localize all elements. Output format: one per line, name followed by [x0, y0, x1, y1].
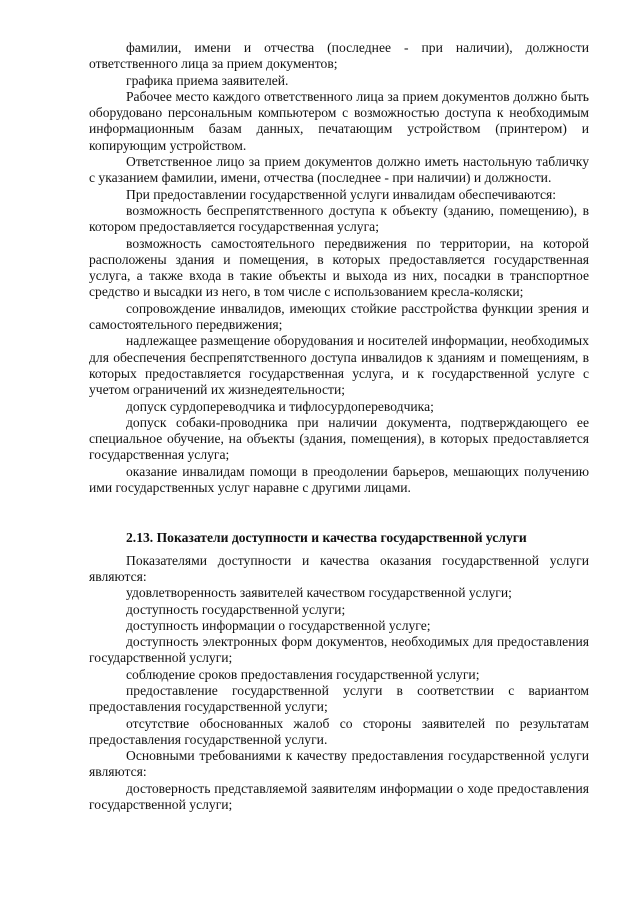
paragraph-quality-requirements-intro: Основными требованиями к качеству предоставления государственной услуги являются:	[89, 748, 589, 780]
paragraph-workplace-equipment: Рабочее место каждого ответственного лица за прием документов должно быть оборудовано персональным компьютером с возможностью доступа к необходимым информационным базам данных, печатающим устройством (принтером) и копирующим устройством.	[89, 88, 589, 153]
section-spacer	[89, 496, 589, 530]
paragraph-guide-dog: допуск собаки-проводника при наличии документа, подтверждающего ее специальное обучение, на объекты (здания, помещения), в которых предоставляется государственная услуга;	[89, 414, 589, 463]
paragraph-information-reliability: достоверность представляемой заявителям информации о ходе предоставления государственной услуги;	[89, 780, 589, 813]
paragraph-unobstructed-access: возможность беспрепятственного доступа к объекту (зданию, помещению), в котором предоставляется государственная услуга;	[89, 202, 589, 235]
paragraph-deadlines: соблюдение сроков предоставления государственной услуги;	[126, 666, 480, 682]
paragraph-service-availability: доступность государственной услуги;	[126, 601, 346, 617]
paragraph-variant-compliance: предоставление государственной услуги в соответствии с вариантом предоставления государственной услуги;	[89, 682, 589, 715]
paragraph-electronic-forms: доступность электронных форм документов, необходимых для предоставления государственной услуги;	[89, 634, 589, 666]
paragraph-satisfaction: удовлетворенность заявителей качеством государственной услуги;	[126, 585, 512, 601]
paragraph-disabled-provisions-intro: При предоставлении государственной услуги инвалидам обеспечиваются:	[126, 186, 557, 202]
paragraph-information-availability: доступность информации о государственной услуге;	[126, 617, 431, 633]
paragraph-sign-interpreter: допуск сурдопереводчика и тифлосурдопереводчика;	[126, 398, 434, 414]
document-page	[89, 40, 589, 813]
paragraph-barrier-assistance: оказание инвалидам помощи в преодолении барьеров, мешающих получению ими государственных услуг наравне с другими лицами.	[89, 463, 589, 496]
paragraph-desk-sign: Ответственное лицо за прием документов должно иметь настольную табличку с указанием фамилии, имени, отчества (последнее - при наличии) и должности.	[89, 154, 589, 186]
paragraph-independent-movement: возможность самостоятельного передвижения по территории, на которой расположены здания и помещения, в которых предоставляется государственная услуга, а также входа в такие объекты и выхода из них, посадки в транспортное средство и высадки из него, в том числе с использованием кресла-коляски;	[89, 235, 589, 300]
paragraph-equipment-placement: надлежащее размещение оборудования и носителей информации, необходимых для обеспечения беспрепятственного доступа инвалидов к зданиям и помещениям, в которых предоставляется государственная услуга, и к государственной услуге с учетом ограничений их жизнедеятельности;	[89, 333, 589, 398]
paragraph-escort: сопровождение инвалидов, имеющих стойкие расстройства функции зрения и самостоятельного передвижения;	[89, 300, 589, 333]
paragraph-reception-schedule: графика приема заявителей.	[126, 72, 289, 88]
paragraph-no-complaints: отсутствие обоснованных жалоб со стороны заявителей по результатам предоставления государственной услуги.	[89, 715, 589, 747]
paragraph-indicators-intro: Показателями доступности и качества оказания государственной услуги являются:	[89, 552, 589, 584]
paragraph-responsible-person-name: фамилии, имени и отчества (последнее - при наличии), должности ответственного лица за прием документов;	[89, 40, 589, 72]
section-heading-2-13: 2.13. Показатели доступности и качества государственной услуги	[126, 530, 527, 546]
